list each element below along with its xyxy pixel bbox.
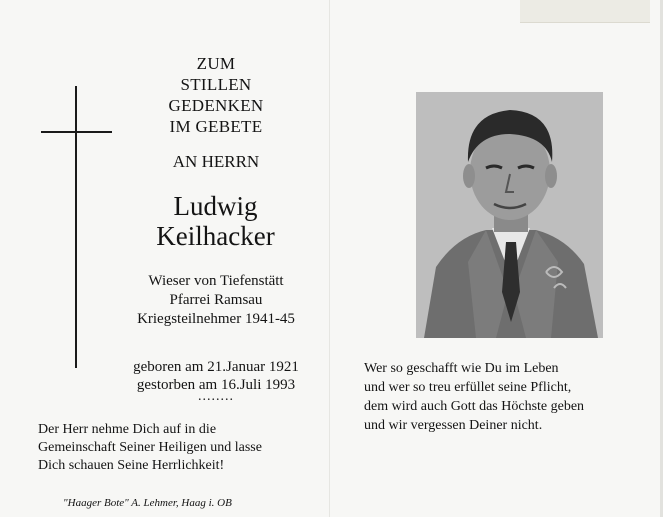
verse-line: dem wird auch Gott das Höchste geben	[364, 399, 585, 414]
prayer-line: Dich schauen Seine Herrlichkeit!	[38, 458, 225, 473]
heading-line: STILLEN	[180, 75, 252, 94]
fold-line	[329, 0, 330, 517]
first-name: Ludwig	[173, 191, 258, 221]
prayer-line: Gemeinschaft Seiner Heiligen und lasse	[38, 440, 262, 455]
heading	[150, 53, 282, 137]
deceased-details	[96, 272, 336, 329]
heading-line: ZUM	[196, 54, 236, 73]
verse-text	[364, 359, 654, 435]
portrait-photo	[416, 92, 603, 338]
portrait-image	[416, 92, 603, 338]
heading-line: IM GEBETE	[169, 117, 263, 136]
detail-line: Pfarrei Ramsau	[169, 292, 263, 308]
prayer-line: Der Herr nehme Dich auf in die	[38, 422, 217, 437]
last-name: Keilhacker	[156, 221, 275, 251]
verse-line: und wer so treu erfüllet seine Pflicht,	[364, 380, 572, 395]
deceased-name	[118, 191, 313, 251]
cross-horizontal-bar	[41, 131, 112, 133]
detail-line: Kriegsteilnehmer 1941-45	[137, 311, 295, 327]
tape-strip	[520, 0, 650, 23]
verse-line: und wir vergessen Deiner nicht.	[364, 418, 543, 433]
death-date: gestorben am 16.Juli 1993	[136, 377, 296, 393]
birth-date: geboren am 21.Januar 1921	[133, 359, 299, 375]
prayer-text	[38, 421, 328, 475]
heading-line: GEDENKEN	[168, 96, 264, 115]
detail-line: Wieser von Tiefenstätt	[148, 273, 284, 289]
verse-line: Wer so geschafft wie Du im Leben	[364, 361, 559, 376]
an-herrn-label: AN HERRN	[172, 152, 260, 171]
cross-vertical-bar	[75, 86, 77, 368]
printer-credit: "Haager Bote" A. Lehmer, Haag i. OB	[63, 497, 232, 509]
dots-separator: ........	[198, 389, 234, 404]
